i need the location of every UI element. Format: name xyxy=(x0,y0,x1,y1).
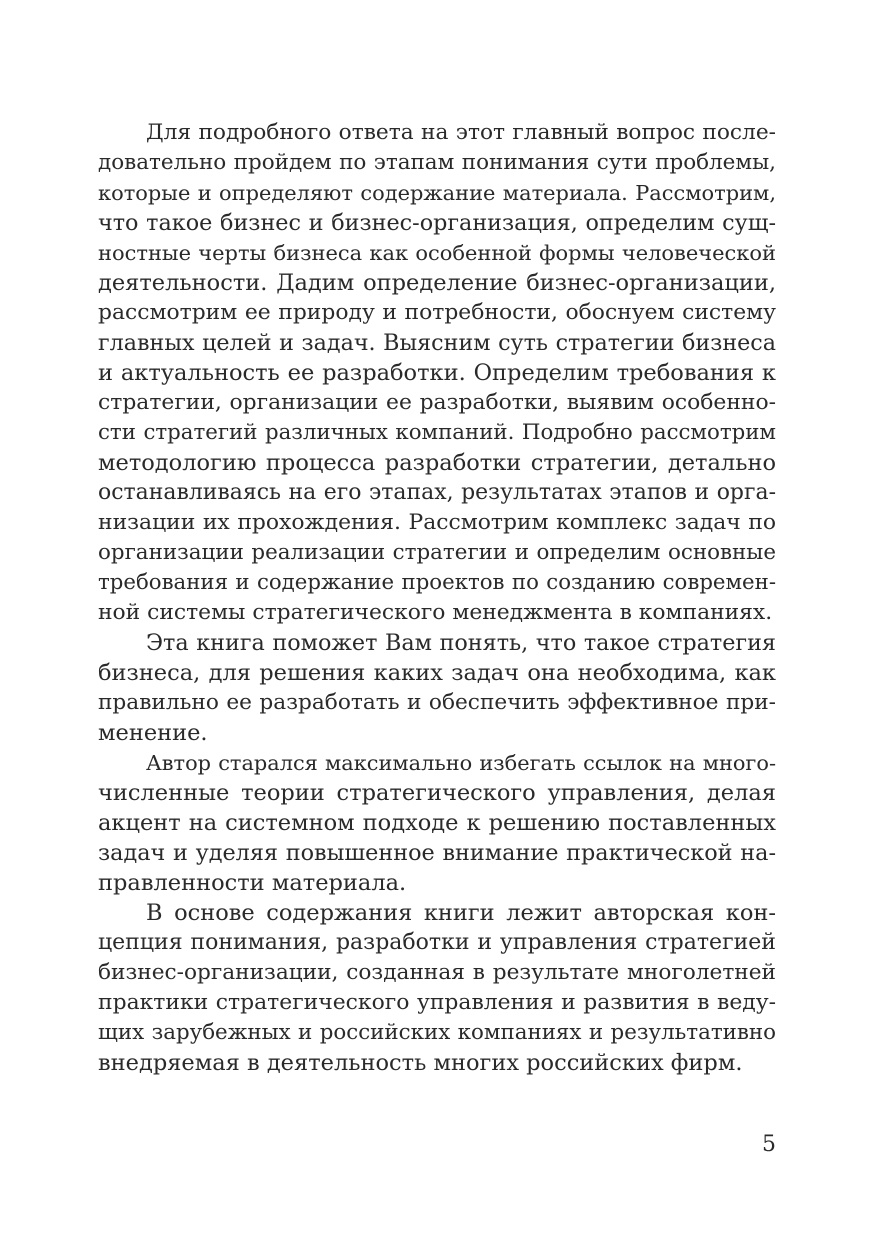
text-line: ностные черты бизнеса как особенной формы человеческой xyxy=(98,241,776,265)
paragraph-4 xyxy=(98,898,776,1078)
text-line: Для подробного ответа на этот главный вопрос после- xyxy=(146,120,776,145)
text-line: бизнес-организации, созданная в результате многолетней xyxy=(98,960,776,985)
text-line: останавливаясь на его этапах, результатах этапов и орга- xyxy=(98,480,776,505)
text-line: стратегии, организации ее разработки, выявим особенно- xyxy=(98,390,776,415)
page-number: 5 xyxy=(762,1132,776,1157)
text-line: Эта книга поможет Вам понять, что такое стратегия xyxy=(146,630,776,656)
text-line: методологию процесса разработки стратегии, детально xyxy=(98,450,776,476)
text-line: задач и уделяя повышенное внимание практической на- xyxy=(98,840,776,866)
text-line: сти стратегий различных компаний. Подробно рассмотрим xyxy=(98,420,776,445)
text-line: организации реализации стратегии и определим основные xyxy=(98,540,776,565)
text-line: низации их прохождения. Рассмотрим комплекс задач по xyxy=(98,510,776,535)
text-line: главных целей и задач. Выясним суть стратегии бизнеса xyxy=(98,330,776,356)
body-text xyxy=(98,118,776,1078)
text-line: бизнеса, для решения каких задач она необходима, как xyxy=(98,660,776,686)
text-line: В основе содержания книги лежит авторская кон- xyxy=(146,900,776,926)
text-line: правленности материала. xyxy=(98,870,407,896)
text-line: щих зарубежных и российских компаниях и результативно xyxy=(98,1020,776,1045)
paragraph-1 xyxy=(98,118,776,628)
text-line: акцент на системном подходе к решению поставленных xyxy=(98,810,776,836)
text-line: рассмотрим ее природу и потребности, обоснуем систему xyxy=(98,300,776,325)
text-line: внедряемая в деятельность многих российских фирм. xyxy=(98,1050,743,1076)
text-line: что такое бизнес и бизнес-организация, определим сущ- xyxy=(98,210,776,236)
text-line: которые и определяют содержание материала. Рассмотрим, xyxy=(98,181,776,205)
text-line: менение. xyxy=(98,720,208,746)
text-line: цепция понимания, разработки и управления стратегией xyxy=(98,930,776,955)
text-line: и актуальность ее разработки. Определим требования к xyxy=(98,360,776,386)
text-line: довательно пройдем по этапам понимания сути проблемы, xyxy=(98,150,776,175)
text-line: ной системы стратегического менеджмента в компаниях. xyxy=(98,600,773,625)
paragraph-2 xyxy=(98,628,776,748)
text-line: правильно ее разработать и обеспечить эффективное при- xyxy=(98,690,776,715)
text-line: численные теории стратегического управления, делая xyxy=(98,780,776,806)
text-line: Автор старался максимально избегать ссылок на много- xyxy=(146,751,776,775)
text-line: деятельности. Дадим определение бизнес-организации, xyxy=(98,270,776,296)
text-line: требования и содержание проектов по созданию современ- xyxy=(98,570,776,595)
paragraph-3 xyxy=(98,748,776,898)
text-line: практики стратегического управления и развития в веду- xyxy=(98,990,776,1015)
